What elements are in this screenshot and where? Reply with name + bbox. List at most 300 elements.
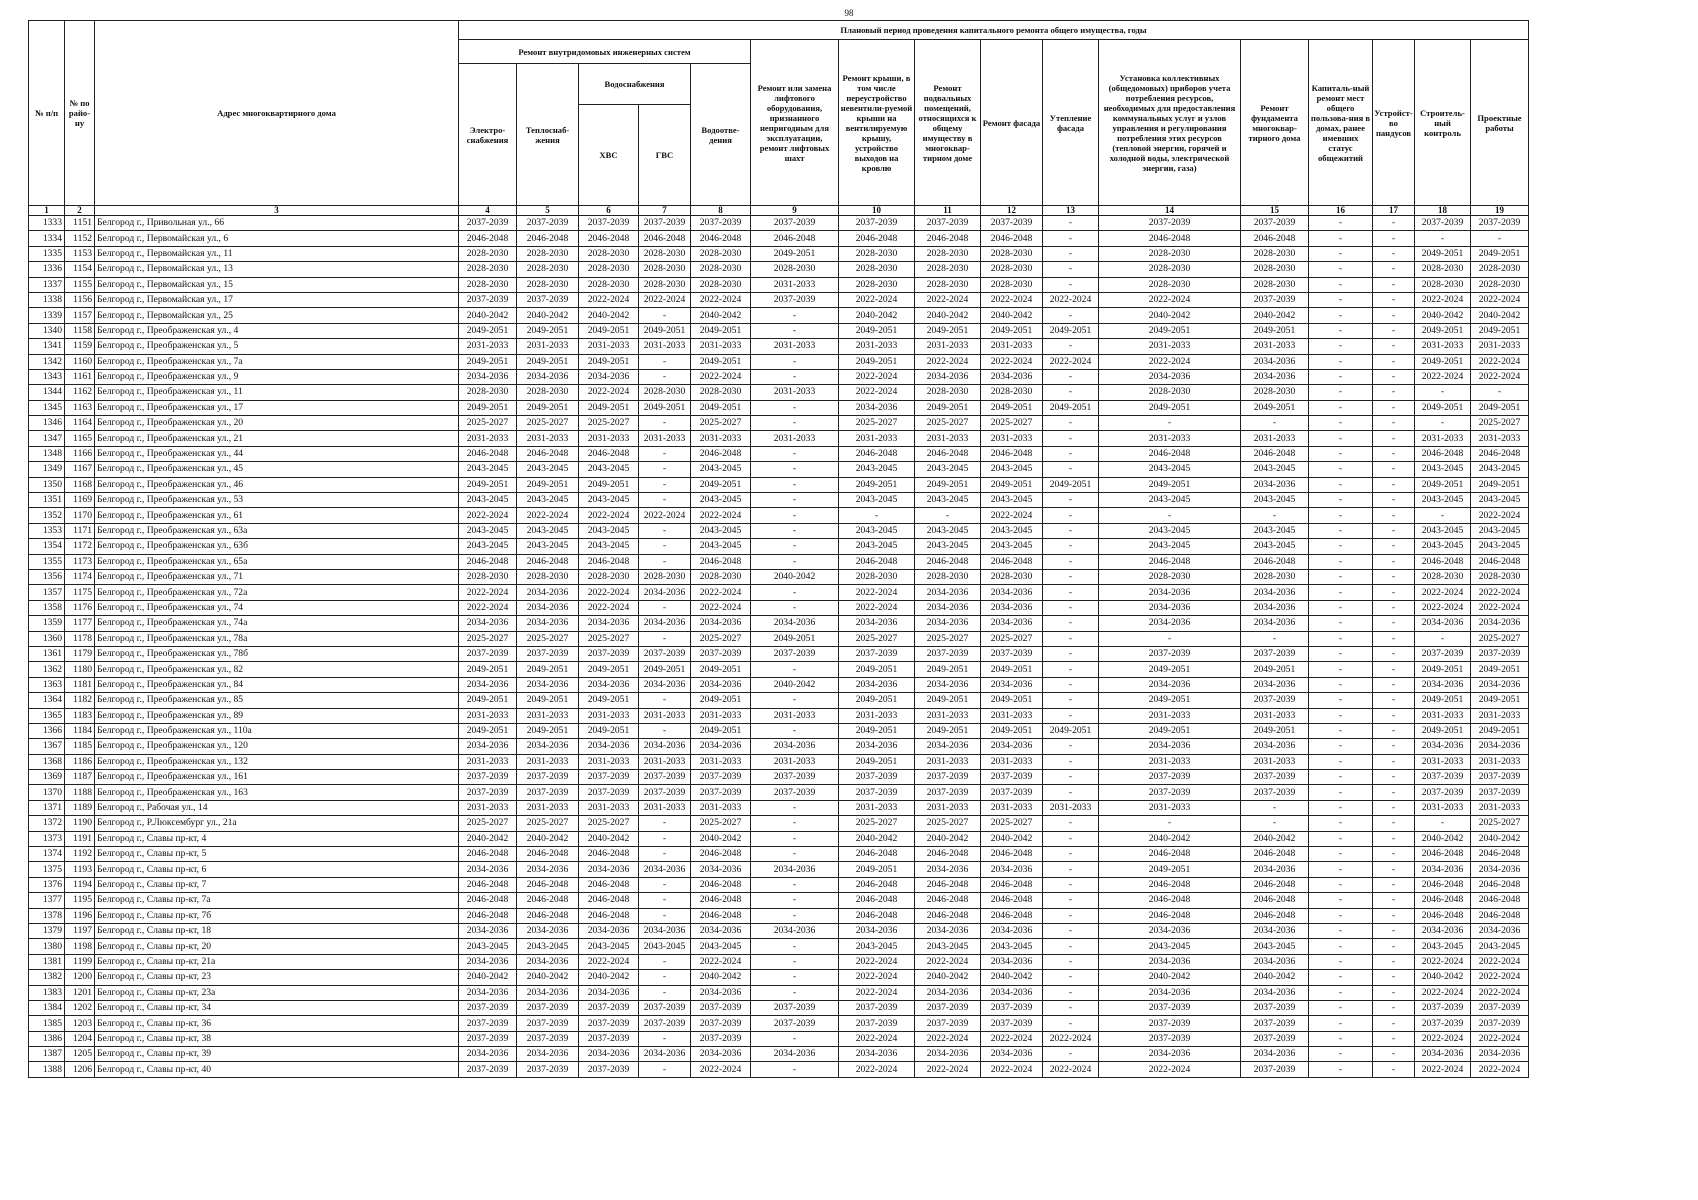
table-cell: 2022-2024 (1471, 292, 1529, 307)
table-cell: - (1043, 308, 1099, 323)
table-cell: Белгород г., Преображенская ул., 20 (95, 416, 459, 431)
table-cell: - (1043, 539, 1099, 554)
table-cell: 2037-2039 (517, 292, 579, 307)
table-cell: 1189 (65, 800, 95, 815)
table-cell: 2037-2039 (691, 1016, 751, 1031)
table-cell: 1175 (65, 585, 95, 600)
table-row (29, 308, 1529, 323)
table-cell: 2046-2048 (839, 554, 915, 569)
table-cell: 2028-2030 (691, 385, 751, 400)
table-cell: 2049-2051 (459, 693, 517, 708)
table-cell: 2034-2036 (1099, 677, 1241, 692)
table-cell: 2037-2039 (517, 1031, 579, 1046)
table-cell: 1167 (65, 462, 95, 477)
table-cell: 2031-2033 (517, 431, 579, 446)
table-cell: 2034-2036 (915, 616, 981, 631)
table-cell: - (1471, 385, 1529, 400)
table-cell: 2028-2030 (839, 569, 915, 584)
table-row (29, 1016, 1529, 1031)
table-cell: 2031-2033 (639, 431, 691, 446)
table-cell: Белгород г., Славы пр-кт, 23а (95, 985, 459, 1000)
table-cell: - (1373, 923, 1415, 938)
table-cell: 2046-2048 (579, 231, 639, 246)
table-cell: 1204 (65, 1031, 95, 1046)
table-cell: 2046-2048 (751, 231, 839, 246)
table-cell: 1181 (65, 677, 95, 692)
table-cell: 2028-2030 (1241, 385, 1309, 400)
table-cell: - (639, 539, 691, 554)
table-cell: 1168 (65, 477, 95, 492)
table-cell: 2043-2045 (517, 462, 579, 477)
table-cell: 2037-2039 (981, 770, 1043, 785)
table-cell: - (1043, 754, 1099, 769)
table-cell: 2046-2048 (839, 847, 915, 862)
table-cell: Белгород г., Преображенская ул., 17 (95, 400, 459, 415)
table-cell: 2043-2045 (691, 493, 751, 508)
table-cell: - (1309, 616, 1373, 631)
repair-schedule-table-wrapper (28, 20, 1529, 1078)
table-cell: Белгород г., Славы пр-кт, 39 (95, 1047, 459, 1062)
table-cell: 2049-2051 (579, 477, 639, 492)
table-cell: 1188 (65, 785, 95, 800)
table-cell: 2049-2051 (751, 246, 839, 261)
table-cell: 2040-2042 (691, 831, 751, 846)
table-cell: 2037-2039 (1099, 1016, 1241, 1031)
table-row (29, 970, 1529, 985)
table-cell: 1155 (65, 277, 95, 292)
table-cell: 2049-2051 (1099, 662, 1241, 677)
table-cell: 2034-2036 (1471, 1047, 1529, 1062)
table-cell: 2037-2039 (517, 1062, 579, 1077)
table-cell: 2034-2036 (459, 739, 517, 754)
table-cell: 2022-2024 (839, 954, 915, 969)
table-cell: 2046-2048 (1471, 893, 1529, 908)
table-row (29, 292, 1529, 307)
table-cell: 2046-2048 (691, 877, 751, 892)
table-cell: - (1043, 493, 1099, 508)
table-cell: 1170 (65, 508, 95, 523)
table-row (29, 246, 1529, 261)
table-cell: - (751, 816, 839, 831)
table-cell: 2040-2042 (1415, 970, 1471, 985)
table-cell: Белгород г., Славы пр-кт, 6 (95, 862, 459, 877)
table-cell: 2025-2027 (691, 631, 751, 646)
table-cell: 2037-2039 (1471, 770, 1529, 785)
table-cell: - (751, 893, 839, 908)
table-cell: 2034-2036 (1241, 954, 1309, 969)
table-cell: 1341 (29, 339, 65, 354)
table-cell: 2046-2048 (1415, 847, 1471, 862)
table-cell: 2022-2024 (691, 369, 751, 384)
table-cell: 2040-2042 (981, 970, 1043, 985)
table-cell: 1195 (65, 893, 95, 908)
table-cell: Белгород г., Преображенская ул., 4 (95, 323, 459, 338)
table-cell: 1154 (65, 262, 95, 277)
table-cell: 2028-2030 (459, 569, 517, 584)
table-cell: 2037-2039 (691, 785, 751, 800)
table-cell: - (751, 985, 839, 1000)
table-row (29, 569, 1529, 584)
table-cell: 2049-2051 (915, 400, 981, 415)
header-basement: Ремонт подвальных помещений, относящихся к общему имуществу в многоквар-тирном доме (915, 40, 981, 206)
table-cell: 2040-2042 (517, 970, 579, 985)
table-cell: 2034-2036 (1241, 862, 1309, 877)
table-cell: 2049-2051 (1099, 723, 1241, 738)
table-cell: Белгород г., Преображенская ул., 5 (95, 339, 459, 354)
table-cell: - (751, 554, 839, 569)
table-cell: 2022-2024 (1471, 369, 1529, 384)
table-cell: 2028-2030 (517, 277, 579, 292)
table-cell: 2022-2024 (1043, 354, 1099, 369)
table-cell: 2022-2024 (915, 292, 981, 307)
table-cell: 2034-2036 (981, 985, 1043, 1000)
table-cell: 1183 (65, 708, 95, 723)
table-cell: 2049-2051 (915, 693, 981, 708)
table-cell: 2022-2024 (981, 508, 1043, 523)
table-cell: 2031-2033 (1415, 708, 1471, 723)
table-cell: 2043-2045 (1471, 539, 1529, 554)
table-cell: 2034-2036 (691, 739, 751, 754)
table-cell: 2034-2036 (839, 1047, 915, 1062)
table-cell: - (1373, 708, 1415, 723)
table-cell: 2034-2036 (1241, 985, 1309, 1000)
table-cell: 2025-2027 (839, 816, 915, 831)
table-cell: 2034-2036 (915, 923, 981, 938)
table-cell: - (1373, 1016, 1415, 1031)
table-cell: 2034-2036 (839, 739, 915, 754)
table-row (29, 893, 1529, 908)
table-cell: - (1373, 369, 1415, 384)
table-cell: 2046-2048 (517, 231, 579, 246)
table-cell: - (639, 446, 691, 461)
table-cell: 2034-2036 (1415, 923, 1471, 938)
table-cell: - (1241, 631, 1309, 646)
table-cell: 2049-2051 (1415, 723, 1471, 738)
table-cell: 1349 (29, 462, 65, 477)
table-cell: 2034-2036 (691, 923, 751, 938)
table-cell: 2022-2024 (517, 508, 579, 523)
table-cell: 2037-2039 (579, 646, 639, 661)
table-cell: 1384 (29, 1000, 65, 1015)
table-cell: 1163 (65, 400, 95, 415)
table-cell: 2049-2051 (579, 723, 639, 738)
table-cell: 2037-2039 (639, 646, 691, 661)
table-cell: 2049-2051 (517, 723, 579, 738)
table-cell: 2037-2039 (639, 216, 691, 231)
table-cell: 1333 (29, 216, 65, 231)
table-cell: - (1043, 970, 1099, 985)
table-cell: 2046-2048 (981, 446, 1043, 461)
table-cell: 2034-2036 (981, 600, 1043, 615)
table-cell: 2028-2030 (751, 262, 839, 277)
table-cell: Белгород г., Славы пр-кт, 38 (95, 1031, 459, 1046)
table-cell: 2046-2048 (579, 847, 639, 862)
table-cell: 2046-2048 (1471, 554, 1529, 569)
table-row (29, 785, 1529, 800)
table-cell: - (639, 816, 691, 831)
table-cell: 2046-2048 (691, 231, 751, 246)
table-cell: 2049-2051 (1099, 477, 1241, 492)
table-cell: 2046-2048 (1241, 908, 1309, 923)
table-cell: 2046-2048 (1099, 446, 1241, 461)
table-cell: 1178 (65, 631, 95, 646)
table-cell: - (1309, 600, 1373, 615)
table-cell: - (1309, 831, 1373, 846)
table-cell: 2034-2036 (517, 585, 579, 600)
table-cell: 2037-2039 (915, 646, 981, 661)
table-row (29, 862, 1529, 877)
table-cell: 1359 (29, 616, 65, 631)
table-cell: 2040-2042 (839, 831, 915, 846)
table-cell: Белгород г., Преображенская ул., 46 (95, 477, 459, 492)
table-cell: - (1043, 246, 1099, 261)
table-cell: 1187 (65, 770, 95, 785)
table-cell: - (1043, 708, 1099, 723)
table-cell: 2037-2039 (579, 1016, 639, 1031)
table-cell: 2028-2030 (639, 277, 691, 292)
table-cell: 2028-2030 (1241, 569, 1309, 584)
table-cell: 2034-2036 (981, 862, 1043, 877)
table-cell: 2037-2039 (639, 1016, 691, 1031)
table-cell: 2046-2048 (459, 847, 517, 862)
table-cell: 2046-2048 (1241, 847, 1309, 862)
table-cell: 2043-2045 (517, 523, 579, 538)
table-cell: - (1043, 339, 1099, 354)
table-cell: - (1415, 385, 1471, 400)
table-cell: 2046-2048 (691, 893, 751, 908)
table-cell: - (1309, 292, 1373, 307)
table-cell: - (751, 508, 839, 523)
table-cell: Белгород г., Преображенская ул., 161 (95, 770, 459, 785)
table-cell: 2028-2030 (981, 262, 1043, 277)
table-cell: 2043-2045 (1415, 462, 1471, 477)
table-cell: - (639, 877, 691, 892)
table-cell: 2037-2039 (1415, 785, 1471, 800)
table-cell: - (1043, 446, 1099, 461)
table-cell: 2046-2048 (1471, 446, 1529, 461)
table-cell: 2022-2024 (691, 1062, 751, 1077)
table-cell: 2031-2033 (1415, 431, 1471, 446)
table-row (29, 585, 1529, 600)
table-cell: 2034-2036 (981, 739, 1043, 754)
table-cell: 2022-2024 (579, 954, 639, 969)
table-cell: 1171 (65, 523, 95, 538)
table-cell: 2046-2048 (839, 908, 915, 923)
table-cell: 2046-2048 (839, 877, 915, 892)
table-cell: - (639, 354, 691, 369)
table-cell: 2037-2039 (751, 770, 839, 785)
table-cell: - (1373, 216, 1415, 231)
table-cell: 1381 (29, 954, 65, 969)
table-cell: 2040-2042 (579, 970, 639, 985)
table-cell: - (1373, 277, 1415, 292)
table-cell: 1194 (65, 877, 95, 892)
table-cell: 2034-2036 (981, 616, 1043, 631)
table-cell: - (1309, 231, 1373, 246)
table-cell: 2037-2039 (579, 1000, 639, 1015)
table-cell: Белгород г., Преображенская ул., 9 (95, 369, 459, 384)
table-cell: - (1373, 508, 1415, 523)
column-number: 17 (1373, 206, 1415, 216)
table-cell: 1197 (65, 923, 95, 938)
table-cell: Белгород г., Славы пр-кт, 18 (95, 923, 459, 938)
table-cell: 2028-2030 (1471, 262, 1529, 277)
table-cell: 2043-2045 (1241, 523, 1309, 538)
table-cell: 2049-2051 (1471, 400, 1529, 415)
table-cell: - (751, 723, 839, 738)
table-cell: 2034-2036 (1415, 862, 1471, 877)
table-cell: Белгород г., Преображенская ул., 63а (95, 523, 459, 538)
table-cell: 2049-2051 (1415, 693, 1471, 708)
table-cell: 2022-2024 (981, 1031, 1043, 1046)
header-foundation: Ремонт фундамента многоквар-тирного дома (1241, 40, 1309, 206)
table-cell: - (1043, 1000, 1099, 1015)
table-cell: 2046-2048 (981, 908, 1043, 923)
table-cell: 2022-2024 (1471, 985, 1529, 1000)
table-cell: 2031-2033 (459, 754, 517, 769)
table-cell: 1176 (65, 600, 95, 615)
table-cell: 2043-2045 (1241, 539, 1309, 554)
table-cell: 2043-2045 (1471, 493, 1529, 508)
table-cell: Белгород г., Преображенская ул., 85 (95, 693, 459, 708)
table-cell: 2046-2048 (981, 893, 1043, 908)
table-cell: 2040-2042 (517, 308, 579, 323)
table-cell: 2037-2039 (751, 1016, 839, 1031)
table-cell: 2031-2033 (691, 708, 751, 723)
table-cell: - (1373, 754, 1415, 769)
table-cell: - (639, 1031, 691, 1046)
table-cell: - (639, 831, 691, 846)
table-cell: Белгород г., Славы пр-кт, 36 (95, 1016, 459, 1031)
table-cell: - (1373, 323, 1415, 338)
table-cell: 1373 (29, 831, 65, 846)
table-cell: 2049-2051 (459, 354, 517, 369)
table-cell: 2049-2051 (1043, 723, 1099, 738)
table-cell: 2025-2027 (981, 816, 1043, 831)
table-cell: 2022-2024 (579, 385, 639, 400)
table-cell: 2037-2039 (839, 646, 915, 661)
table-cell: 1376 (29, 877, 65, 892)
header-hot-water: ГВС (639, 105, 691, 206)
table-row (29, 400, 1529, 415)
table-cell: 2034-2036 (981, 677, 1043, 692)
table-cell: - (1043, 462, 1099, 477)
table-cell: - (1373, 908, 1415, 923)
table-cell: 2028-2030 (981, 246, 1043, 261)
table-cell: 2034-2036 (839, 616, 915, 631)
table-cell: - (639, 954, 691, 969)
column-number: 12 (981, 206, 1043, 216)
table-cell: 2040-2042 (1241, 831, 1309, 846)
header-district-num: № по райо-ну (65, 21, 95, 206)
table-cell: 2049-2051 (981, 400, 1043, 415)
table-cell: 2025-2027 (981, 416, 1043, 431)
table-cell: 2043-2045 (1099, 539, 1241, 554)
table-cell: 2049-2051 (839, 862, 915, 877)
table-cell: 2037-2039 (1241, 1016, 1309, 1031)
table-cell: - (1043, 216, 1099, 231)
table-cell: - (1043, 877, 1099, 892)
table-cell: 2049-2051 (579, 662, 639, 677)
table-cell: 2043-2045 (839, 939, 915, 954)
table-cell: - (1373, 970, 1415, 985)
table-cell: - (1309, 954, 1373, 969)
table-cell: - (1309, 369, 1373, 384)
table-cell: 1160 (65, 354, 95, 369)
table-cell: 2049-2051 (839, 323, 915, 338)
column-number: 7 (639, 206, 691, 216)
table-cell: 2046-2048 (459, 231, 517, 246)
table-cell: 2034-2036 (915, 862, 981, 877)
table-cell: 2034-2036 (639, 739, 691, 754)
table-cell: 2034-2036 (517, 985, 579, 1000)
table-cell: 1334 (29, 231, 65, 246)
table-cell: 2049-2051 (691, 323, 751, 338)
table-cell: 2028-2030 (1241, 277, 1309, 292)
table-cell: 2043-2045 (517, 539, 579, 554)
table-cell: Белгород г., Славы пр-кт, 7 (95, 877, 459, 892)
table-cell: Белгород г., Первомайская ул., 15 (95, 277, 459, 292)
table-cell: - (1309, 693, 1373, 708)
table-cell: 1378 (29, 908, 65, 923)
table-cell: Белгород г., Преображенская ул., 44 (95, 446, 459, 461)
table-row (29, 231, 1529, 246)
table-cell: 2031-2033 (751, 754, 839, 769)
table-cell: 2034-2036 (459, 985, 517, 1000)
table-cell: 1184 (65, 723, 95, 738)
table-cell: - (1309, 446, 1373, 461)
table-cell: 2043-2045 (1415, 493, 1471, 508)
table-cell: 2034-2036 (751, 616, 839, 631)
column-number: 5 (517, 206, 579, 216)
table-cell: - (1373, 231, 1415, 246)
table-cell: 2046-2048 (1099, 231, 1241, 246)
table-cell: 2034-2036 (691, 616, 751, 631)
table-cell: 2037-2039 (1415, 770, 1471, 785)
table-cell: - (1309, 246, 1373, 261)
table-cell: - (751, 800, 839, 815)
table-cell: 2034-2036 (751, 739, 839, 754)
table-cell: - (1373, 1031, 1415, 1046)
table-cell: 2022-2024 (1099, 354, 1241, 369)
table-cell: 1344 (29, 385, 65, 400)
table-cell: 1166 (65, 446, 95, 461)
table-cell: 2049-2051 (1043, 477, 1099, 492)
table-cell: 2037-2039 (1241, 1000, 1309, 1015)
table-cell: - (1373, 308, 1415, 323)
table-cell: 2037-2039 (981, 1000, 1043, 1015)
table-cell: 2049-2051 (517, 477, 579, 492)
table-cell: - (751, 954, 839, 969)
column-number: 10 (839, 206, 915, 216)
table-cell: 2037-2039 (639, 1000, 691, 1015)
table-cell: 2031-2033 (1471, 431, 1529, 446)
table-cell: 2049-2051 (459, 723, 517, 738)
table-row (29, 369, 1529, 384)
table-cell: - (1043, 739, 1099, 754)
table-cell: - (1415, 231, 1471, 246)
table-cell: - (639, 970, 691, 985)
table-cell: - (639, 631, 691, 646)
table-cell: 2043-2045 (915, 939, 981, 954)
table-cell: 2022-2024 (981, 292, 1043, 307)
table-cell: Белгород г., Первомайская ул., 17 (95, 292, 459, 307)
table-cell: - (1309, 985, 1373, 1000)
table-cell: - (639, 554, 691, 569)
table-cell: 2022-2024 (1471, 1062, 1529, 1077)
table-cell: 2049-2051 (1471, 723, 1529, 738)
table-cell: 2043-2045 (981, 523, 1043, 538)
